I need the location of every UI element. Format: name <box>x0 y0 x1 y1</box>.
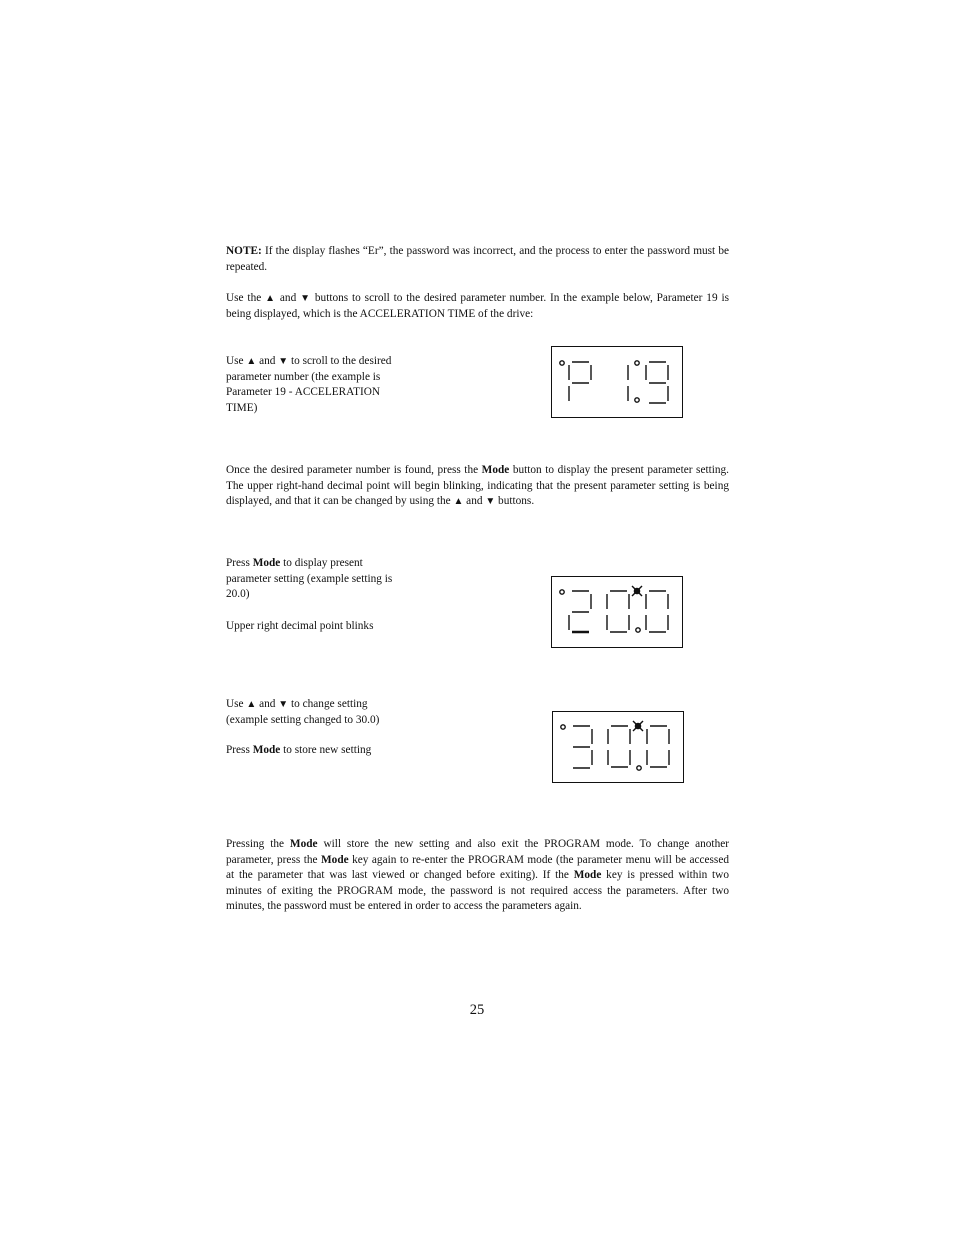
down-arrow-icon: ▼ <box>300 293 312 304</box>
lcd-display-30 <box>552 711 684 783</box>
up-arrow-icon: ▲ <box>453 496 464 508</box>
step3-rest: to change setting (example setting changed to 30.0) <box>226 698 380 726</box>
down-arrow-icon: ▼ <box>485 496 496 508</box>
mode-para-c: buttons. <box>495 495 535 508</box>
page-number: 25 <box>469 1002 485 1018</box>
seven-segment-20 <box>552 577 682 647</box>
step1-and: and <box>256 355 279 367</box>
step3-and: and <box>256 698 279 710</box>
mode-key-label: Mode <box>289 838 318 850</box>
mode-paragraph <box>226 463 729 510</box>
up-arrow-icon: ▲ <box>265 293 277 304</box>
step1-rest: to scroll to the desired parameter number (the example is Parameter 19 - ACCELERATION TIME) <box>226 355 392 414</box>
note-paragraph <box>226 244 729 275</box>
final-d: key is pressed within two minutes of exiting the PROGRAM mode, the password is not required access the parameters. After two minutes, the password must be entered in order to access the parameters again. <box>226 869 729 913</box>
up-arrow-icon: ▲ <box>246 356 257 367</box>
intro-text-a: Use the <box>226 292 266 304</box>
mode-key-label: Mode <box>252 557 281 569</box>
mode-key-label: Mode <box>573 869 602 882</box>
note-label: NOTE: <box>226 245 262 257</box>
blinking-decimal-icon <box>633 721 643 731</box>
lcd-display-p19 <box>551 346 683 418</box>
lcd-display-20 <box>551 576 683 648</box>
note-text: If the display flashes “Er”, the password was incorrect, and the process to enter the password must be repeated. <box>226 245 729 273</box>
step3-rest2: to store new setting <box>280 744 372 757</box>
mode-key-label: Mode <box>252 744 281 757</box>
step2-text <box>226 556 398 634</box>
step2-rest: to display present parameter setting (example setting is 20.0) <box>226 557 393 601</box>
step1-use: Use <box>226 355 247 367</box>
blinking-decimal-icon <box>632 586 642 596</box>
step2-press: Press <box>226 557 253 569</box>
intro-text-b: buttons to scroll to the desired parameter number. In the example below, Parameter 19 is being displayed, which is the ACCELERATION TIME of the drive: <box>226 292 729 320</box>
step3-use: Use <box>226 698 247 710</box>
step3-text <box>226 697 411 759</box>
intro-and: and <box>276 292 301 304</box>
mode-para-b: button to display the present parameter setting. The upper right-hand decimal point will begin blinking, indicating that the present parameter setting is being displayed, and that it can be changed by using the <box>226 464 729 508</box>
seven-segment-30 <box>553 712 683 782</box>
final-b: will store the new setting and also exit the PROGRAM mode. To change another parameter, press the <box>226 838 729 866</box>
final-c: key again to re-enter the PROGRAM mode (the parameter menu will be accessed at the parameter that was last viewed or changed before exiting). If the <box>226 853 729 882</box>
mode-para-a: Once the desired parameter number is found, press the <box>226 464 482 476</box>
final-a: Pressing the <box>226 838 290 850</box>
mode-key-label: Mode <box>481 464 510 476</box>
up-arrow-icon: ▲ <box>246 699 257 710</box>
mode-key-label: Mode <box>321 853 349 866</box>
down-arrow-icon: ▼ <box>278 699 289 710</box>
step3-press: Press <box>226 744 253 757</box>
mode-para-and: and <box>463 495 486 508</box>
final-paragraph <box>226 837 729 915</box>
down-arrow-icon: ▼ <box>278 356 289 367</box>
step1-text <box>226 354 411 416</box>
blink-note: Upper right decimal point blinks <box>226 619 374 632</box>
seven-segment-p19 <box>552 347 682 417</box>
intro-paragraph <box>226 291 729 322</box>
